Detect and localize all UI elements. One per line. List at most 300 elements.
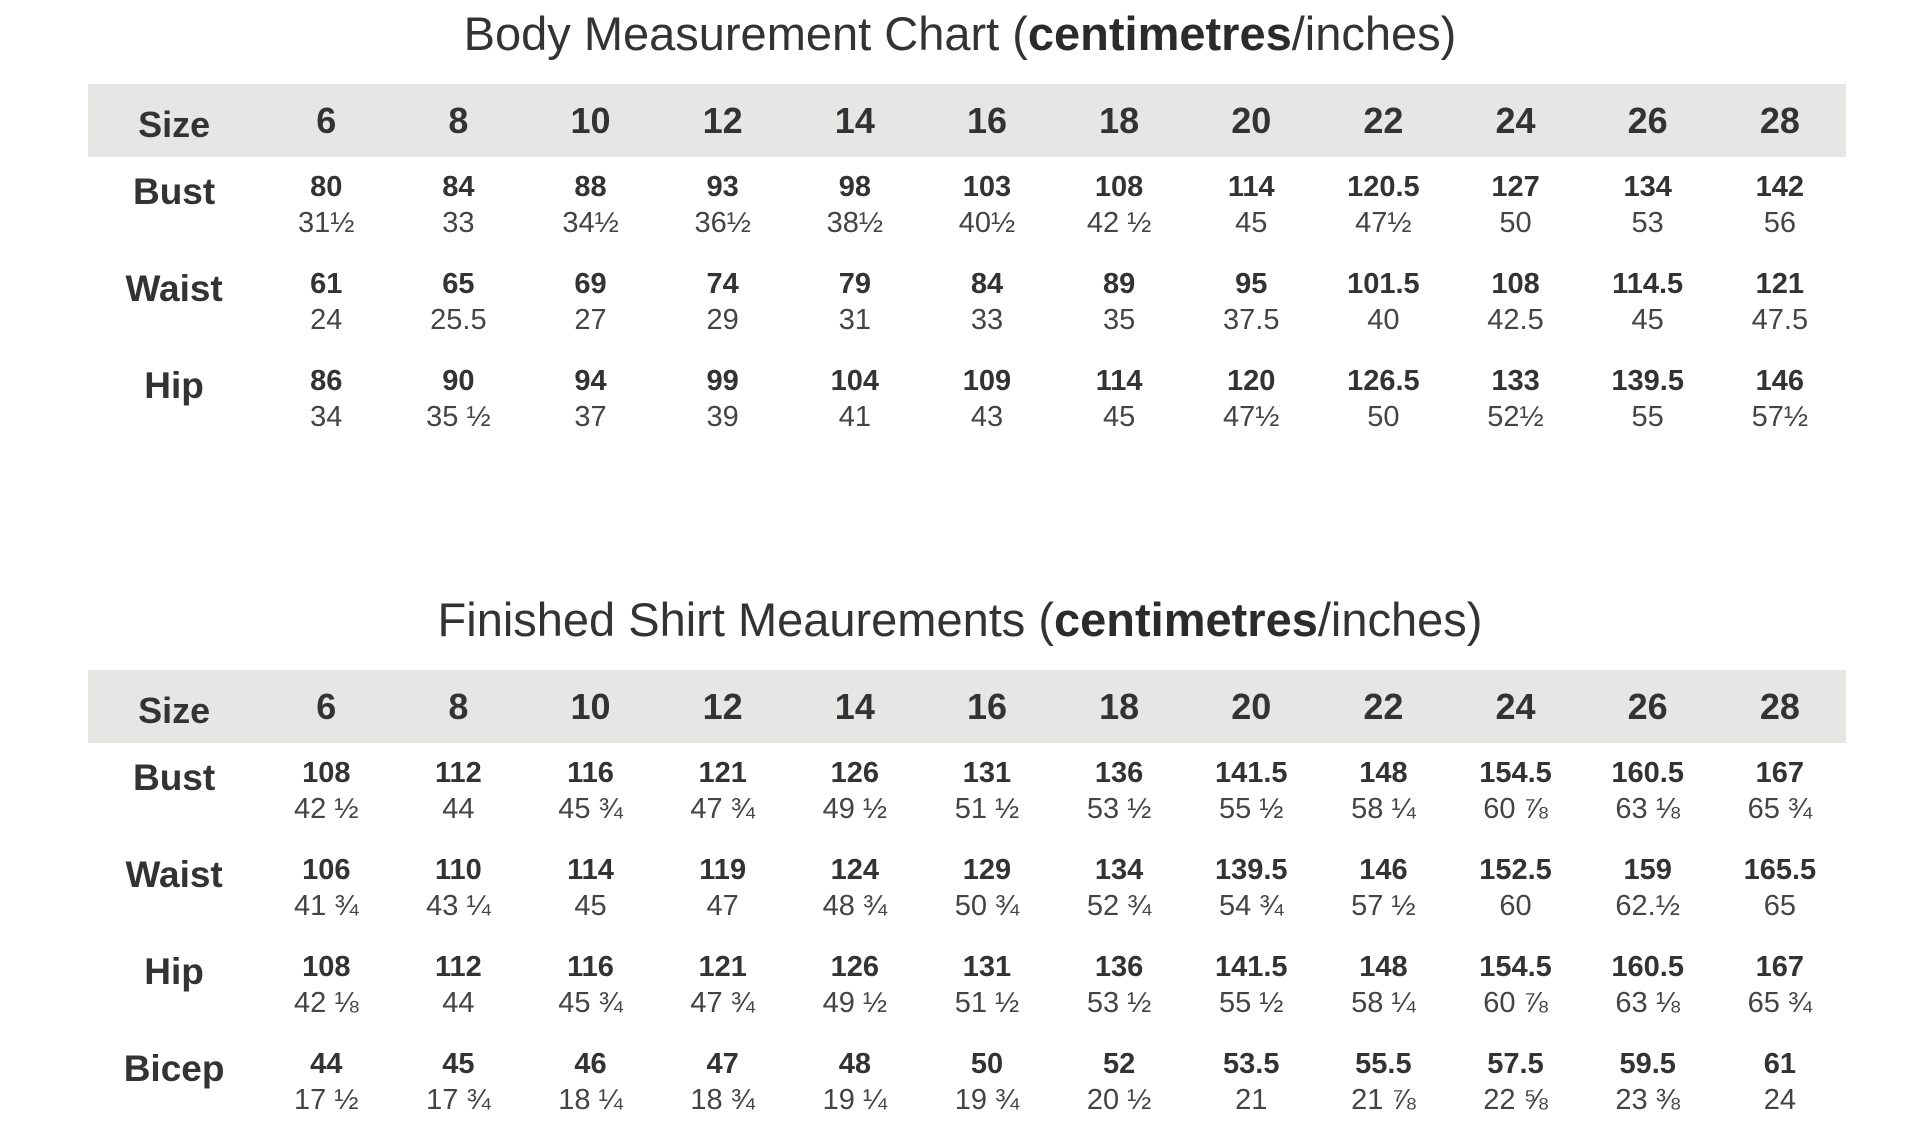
measurement-cell (1714, 254, 1846, 351)
measurement-cell (1582, 1034, 1714, 1131)
centimetre-value: 98 (838, 171, 871, 203)
inch-value: 55 ½ (1218, 987, 1284, 1019)
inch-value: 65 ¾ (1747, 987, 1813, 1019)
measurement-cell (1185, 1034, 1317, 1131)
size-header-14: 14 (834, 685, 875, 727)
centimetre-value: 46 (574, 1048, 607, 1080)
inch-value: 51 ½ (954, 987, 1020, 1019)
centimetre-value: 136 (1094, 757, 1144, 789)
inch-value: 50 (1367, 401, 1400, 433)
centimetre-value: 112 (435, 951, 482, 983)
measurement-cell (260, 157, 392, 254)
inch-value: 51 ½ (954, 793, 1020, 825)
inch-value: 65 (1763, 890, 1796, 922)
measurement-cell (260, 351, 392, 448)
centimetre-value: 126 (830, 951, 880, 983)
inch-value: 47 (706, 890, 739, 922)
measurement-cell (392, 254, 524, 351)
measurement-cell (260, 254, 392, 351)
inch-value: 41 (838, 401, 871, 433)
shirt-measurement-table (88, 670, 1846, 1131)
centimetre-value: 109 (962, 365, 1012, 397)
measurement-cell (1714, 1034, 1846, 1131)
inch-value: 36½ (694, 207, 751, 239)
centimetre-value: 154.5 (1479, 951, 1552, 983)
inch-value: 56 (1763, 207, 1796, 239)
inch-value: 50 (1499, 207, 1532, 239)
inch-value: 48 ¾ (822, 890, 888, 922)
size-header-26: 26 (1627, 99, 1668, 141)
table-row (88, 351, 1846, 448)
centimetre-value: 116 (567, 757, 614, 789)
inch-value: 45 (574, 890, 607, 922)
row-label-hip: Hip (144, 951, 204, 992)
table-row (88, 840, 1846, 937)
size-header-22: 22 (1363, 685, 1404, 727)
size-header-16: 16 (966, 99, 1007, 141)
inch-value: 62.½ (1615, 890, 1680, 922)
measurement-cell (1582, 840, 1714, 937)
centimetre-value: 108 (302, 757, 351, 789)
size-header-22: 22 (1363, 99, 1404, 141)
inch-value: 52½ (1487, 401, 1544, 433)
measurement-cell (657, 1034, 789, 1131)
centimetre-value: 53.5 (1223, 1048, 1280, 1080)
measurement-cell (1053, 351, 1185, 448)
centimetre-value: 133 (1491, 365, 1540, 397)
size-header-28: 28 (1759, 685, 1800, 727)
measurement-cell (1317, 254, 1449, 351)
centimetre-value: 88 (574, 171, 607, 203)
centimetre-value: 114.5 (1612, 268, 1684, 300)
size-header-6: 6 (316, 99, 337, 141)
table-row (88, 1034, 1846, 1131)
size-header-26: 26 (1627, 685, 1668, 727)
inch-value: 63 ⅛ (1615, 793, 1680, 825)
measurement-cell (524, 351, 656, 448)
inch-value: 60 ⅞ (1483, 987, 1548, 1019)
centimetre-value: 89 (1102, 268, 1136, 300)
centimetre-value: 121 (698, 951, 747, 983)
centimetre-value: 80 (310, 171, 343, 203)
measurement-cell (1185, 351, 1317, 448)
centimetre-value: 139.5 (1611, 365, 1684, 397)
centimetre-value: 131 (962, 951, 1012, 983)
inch-value: 34½ (562, 207, 619, 239)
shirt-chart-title-prefix: Finished Shirt Meaurements ( (437, 593, 1055, 646)
centimetre-value: 134 (1623, 171, 1672, 203)
inch-value: 49 ½ (822, 987, 888, 1019)
measurement-cell (1714, 743, 1846, 840)
inch-value: 41 ¾ (294, 890, 359, 922)
measurement-cell (392, 157, 524, 254)
centimetre-value: 114 (1227, 171, 1275, 203)
centimetre-value: 114 (567, 854, 614, 886)
measurement-cell (524, 1034, 656, 1131)
inch-value: 35 ½ (426, 401, 491, 433)
row-label-waist: Waist (125, 854, 223, 895)
measurement-cell (392, 840, 524, 937)
row-label-waist: Waist (125, 268, 223, 309)
inch-value: 34 (310, 401, 343, 433)
measurement-cell (1582, 157, 1714, 254)
centimetre-value: 99 (706, 365, 739, 397)
size-header-12: 12 (702, 99, 743, 141)
inch-value: 38½ (826, 207, 884, 239)
centimetre-value: 165.5 (1743, 854, 1817, 886)
inch-value: 43 (970, 401, 1004, 433)
measurement-cell (789, 743, 921, 840)
inch-value: 57 ½ (1351, 890, 1416, 922)
measurement-cell (789, 254, 921, 351)
measurement-cell (524, 937, 656, 1034)
centimetre-value: 120 (1227, 365, 1276, 397)
inch-value: 45 (1102, 401, 1136, 433)
centimetre-value: 148 (1359, 951, 1408, 983)
inch-value: 19 ¾ (954, 1084, 1020, 1116)
centimetre-value: 110 (435, 854, 482, 886)
size-header-24: 24 (1495, 99, 1536, 141)
size-header-28: 28 (1759, 99, 1800, 141)
centimetre-value: 160.5 (1611, 951, 1684, 983)
measurement-cell (921, 743, 1053, 840)
centimetre-value: 114 (1095, 365, 1143, 397)
measurement-cell (1185, 840, 1317, 937)
measurement-cell (392, 937, 524, 1034)
measurement-cell (260, 743, 392, 840)
measurement-cell (657, 254, 789, 351)
centimetre-value: 61 (310, 268, 343, 300)
size-header-label: Size (138, 103, 211, 145)
inch-value: 55 (1631, 401, 1664, 433)
table-row (88, 157, 1846, 254)
centimetre-value: 127 (1491, 171, 1540, 203)
measurement-cell (392, 743, 524, 840)
centimetre-value: 48 (838, 1048, 871, 1080)
measurement-cell (1317, 351, 1449, 448)
inch-value: 47 ¾ (690, 987, 755, 1019)
centimetre-value: 84 (442, 171, 475, 203)
centimetre-value: 59.5 (1619, 1048, 1676, 1080)
measurement-cell (921, 1034, 1053, 1131)
inch-value: 37 (574, 401, 607, 433)
centimetre-value: 142 (1755, 171, 1805, 203)
measurement-cell (789, 937, 921, 1034)
measurement-cell (789, 157, 921, 254)
inch-value: 24 (310, 304, 343, 336)
centimetre-value: 65 (442, 268, 475, 300)
inch-value: 44 (442, 987, 475, 1019)
centimetre-value: 90 (442, 365, 475, 397)
centimetre-value: 108 (1491, 268, 1540, 300)
measurement-cell (1185, 254, 1317, 351)
inch-value: 31 (838, 304, 871, 336)
centimetre-value: 95 (1235, 268, 1268, 300)
centimetre-value: 61 (1763, 1048, 1796, 1080)
body-chart-title-suffix: /inches) (1291, 7, 1457, 60)
centimetre-value: 141.5 (1214, 951, 1288, 983)
measurement-cell (1449, 743, 1581, 840)
measurement-cell (1582, 743, 1714, 840)
centimetre-value: 159 (1623, 854, 1672, 886)
inch-value: 27 (574, 304, 607, 336)
measurement-cell (1053, 937, 1185, 1034)
inch-value: 18 ¼ (558, 1084, 623, 1116)
centimetre-value: 104 (830, 365, 880, 397)
inch-value: 19 ¼ (822, 1084, 888, 1116)
inch-value: 53 ½ (1086, 793, 1152, 825)
shirt-chart-title-bold: centimetres (1054, 593, 1318, 646)
inch-value: 44 (442, 793, 475, 825)
inch-value: 18 ¾ (690, 1084, 755, 1116)
measurement-cell (1714, 351, 1846, 448)
measurement-cell (1053, 254, 1185, 351)
measurement-cell (524, 157, 656, 254)
inch-value: 65 ¾ (1747, 793, 1813, 825)
measurement-cell (260, 1034, 392, 1131)
measurement-cell (1185, 937, 1317, 1034)
centimetre-value: 45 (442, 1048, 475, 1080)
measurement-cell (1449, 157, 1581, 254)
inch-value: 40 (1367, 304, 1400, 336)
inch-value: 42 ½ (294, 793, 359, 825)
inch-value: 42 ⅛ (294, 987, 359, 1019)
measurement-cell (1582, 254, 1714, 351)
size-header-10: 10 (570, 685, 611, 727)
centimetre-value: 152.5 (1479, 854, 1552, 886)
body-measurement-table (88, 84, 1846, 448)
measurement-cell (1053, 840, 1185, 937)
row-label-bust: Bust (132, 171, 216, 212)
size-header-20: 20 (1231, 99, 1272, 141)
shirt-chart-title (0, 593, 1920, 646)
measurement-cell (1582, 351, 1714, 448)
centimetre-value: 69 (574, 268, 607, 300)
centimetre-value: 74 (706, 268, 739, 300)
inch-value: 22 ⅝ (1483, 1084, 1548, 1116)
measurement-cell (789, 351, 921, 448)
measurement-cell (1449, 254, 1581, 351)
measurement-cell (392, 351, 524, 448)
centimetre-value: 134 (1094, 854, 1144, 886)
centimetre-value: 167 (1755, 757, 1805, 789)
centimetre-value: 79 (838, 268, 871, 300)
centimetre-value: 139.5 (1214, 854, 1288, 886)
measurement-cell (1714, 840, 1846, 937)
measurement-cell (260, 937, 392, 1034)
table-row (88, 743, 1846, 840)
centimetre-value: 146 (1359, 854, 1408, 886)
measurement-cell (789, 1034, 921, 1131)
inch-value: 52 ¾ (1086, 890, 1152, 922)
measurement-cell (921, 840, 1053, 937)
shirt-chart-title-suffix: /inches) (1317, 593, 1483, 646)
size-header-8: 8 (448, 99, 469, 141)
measurement-cell (524, 254, 656, 351)
measurement-cell (1449, 937, 1581, 1034)
centimetre-value: 93 (706, 171, 739, 203)
centimetre-value: 126.5 (1347, 365, 1420, 397)
inch-value: 23 ⅜ (1615, 1084, 1680, 1116)
measurement-cell (921, 157, 1053, 254)
centimetre-value: 116 (567, 951, 614, 983)
inch-value: 37.5 (1223, 304, 1280, 336)
centimetre-value: 148 (1359, 757, 1408, 789)
measurement-cell (789, 840, 921, 937)
inch-value: 35 (1102, 304, 1136, 336)
measurement-cell (1053, 743, 1185, 840)
size-header-24: 24 (1495, 685, 1536, 727)
measurement-cell (1449, 351, 1581, 448)
centimetre-value: 108 (302, 951, 351, 983)
inch-value: 42.5 (1487, 304, 1544, 336)
measurement-cell (1317, 937, 1449, 1034)
inch-value: 58 ¼ (1351, 987, 1416, 1019)
inch-value: 17 ½ (294, 1084, 359, 1116)
inch-value: 17 ¾ (426, 1084, 491, 1116)
inch-value: 21 ⅞ (1351, 1084, 1416, 1116)
centimetre-value: 44 (310, 1048, 343, 1080)
inch-value: 50 ¾ (954, 890, 1020, 922)
inch-value: 47.5 (1751, 304, 1809, 336)
table-row (88, 254, 1846, 351)
inch-value: 31½ (298, 207, 355, 239)
inch-value: 45 ¾ (558, 793, 623, 825)
measurement-cell (1317, 840, 1449, 937)
centimetre-value: 112 (435, 757, 482, 789)
inch-value: 39 (706, 401, 739, 433)
size-header-6: 6 (316, 685, 337, 727)
measurement-cell (1714, 937, 1846, 1034)
size-header-18: 18 (1099, 685, 1140, 727)
header-row (88, 670, 1846, 743)
inch-value: 20 ½ (1086, 1084, 1152, 1116)
measurement-cell (921, 937, 1053, 1034)
centimetre-value: 126 (830, 757, 880, 789)
centimetre-value: 119 (699, 854, 747, 886)
measurement-cell (657, 840, 789, 937)
inch-value: 47½ (1355, 207, 1412, 239)
inch-value: 47 ¾ (690, 793, 755, 825)
inch-value: 58 ¼ (1351, 793, 1416, 825)
inch-value: 45 (1235, 207, 1268, 239)
centimetre-value: 129 (962, 854, 1012, 886)
centimetre-value: 160.5 (1611, 757, 1684, 789)
centimetre-value: 47 (706, 1048, 739, 1080)
measurement-cell (1317, 1034, 1449, 1131)
inch-value: 43 ¼ (426, 890, 491, 922)
measurement-cell (657, 157, 789, 254)
inch-value: 53 ½ (1086, 987, 1152, 1019)
measurement-cell (657, 743, 789, 840)
centimetre-value: 136 (1094, 951, 1144, 983)
inch-value: 49 ½ (822, 793, 888, 825)
measurement-cell (1185, 743, 1317, 840)
body-chart-title-prefix: Body Measurement Chart ( (463, 7, 1028, 60)
centimetre-value: 124 (830, 854, 880, 886)
centimetre-value: 103 (962, 171, 1012, 203)
inch-value: 24 (1763, 1084, 1796, 1116)
inch-value: 21 (1235, 1084, 1268, 1116)
centimetre-value: 84 (970, 268, 1004, 300)
size-header-16: 16 (966, 685, 1007, 727)
centimetre-value: 120.5 (1347, 171, 1420, 203)
measurement-cell (392, 1034, 524, 1131)
measurement-cell (524, 743, 656, 840)
body-chart-title-bold: centimetres (1027, 7, 1292, 60)
inch-value: 54 ¾ (1218, 890, 1284, 922)
row-label-bicep: Bicep (123, 1048, 225, 1089)
inch-value: 33 (442, 207, 475, 239)
measurement-cell (921, 254, 1053, 351)
centimetre-value: 154.5 (1479, 757, 1552, 789)
centimetre-value: 101.5 (1347, 268, 1420, 300)
centimetre-value: 86 (310, 365, 343, 397)
measurement-cell (657, 351, 789, 448)
inch-value: 60 ⅞ (1483, 793, 1548, 825)
inch-value: 55 ½ (1218, 793, 1284, 825)
inch-value: 63 ⅛ (1615, 987, 1680, 1019)
measurement-cell (1582, 937, 1714, 1034)
inch-value: 25.5 (430, 304, 487, 336)
header-row (88, 84, 1846, 157)
centimetre-value: 131 (962, 757, 1012, 789)
measurement-cell (260, 840, 392, 937)
measurement-cell (921, 351, 1053, 448)
inch-value: 42 ½ (1086, 207, 1152, 239)
row-label-hip: Hip (144, 365, 204, 406)
centimetre-value: 108 (1094, 171, 1144, 203)
inch-value: 57½ (1751, 401, 1809, 433)
inch-value: 29 (706, 304, 739, 336)
measurement-cell (1714, 157, 1846, 254)
size-header-18: 18 (1099, 99, 1140, 141)
size-header-14: 14 (834, 99, 875, 141)
measurement-cell (1185, 157, 1317, 254)
size-header-20: 20 (1231, 685, 1272, 727)
inch-value: 45 (1631, 304, 1664, 336)
body-chart-title (0, 7, 1920, 60)
inch-value: 53 (1631, 207, 1664, 239)
measurement-cell (1317, 157, 1449, 254)
centimetre-value: 121 (698, 757, 747, 789)
centimetre-value: 141.5 (1214, 757, 1288, 789)
measurement-cell (1449, 1034, 1581, 1131)
inch-value: 40½ (958, 207, 1016, 239)
measurement-cell (1317, 743, 1449, 840)
size-header-12: 12 (702, 685, 743, 727)
size-header-8: 8 (448, 685, 469, 727)
centimetre-value: 55.5 (1355, 1048, 1412, 1080)
centimetre-value: 146 (1755, 365, 1805, 397)
centimetre-value: 50 (970, 1048, 1004, 1080)
centimetre-value: 106 (302, 854, 351, 886)
centimetre-value: 94 (574, 365, 607, 397)
size-header-label: Size (138, 689, 211, 731)
inch-value: 47½ (1223, 401, 1280, 433)
inch-value: 60 (1499, 890, 1532, 922)
centimetre-value: 52 (1102, 1048, 1136, 1080)
inch-value: 33 (970, 304, 1004, 336)
size-header-10: 10 (570, 99, 611, 141)
centimetre-value: 121 (1755, 268, 1805, 300)
measurement-cell (1449, 840, 1581, 937)
centimetre-value: 57.5 (1487, 1048, 1544, 1080)
measurement-cell (524, 840, 656, 937)
row-label-bust: Bust (132, 757, 216, 798)
measurement-cell (1053, 157, 1185, 254)
centimetre-value: 167 (1755, 951, 1805, 983)
